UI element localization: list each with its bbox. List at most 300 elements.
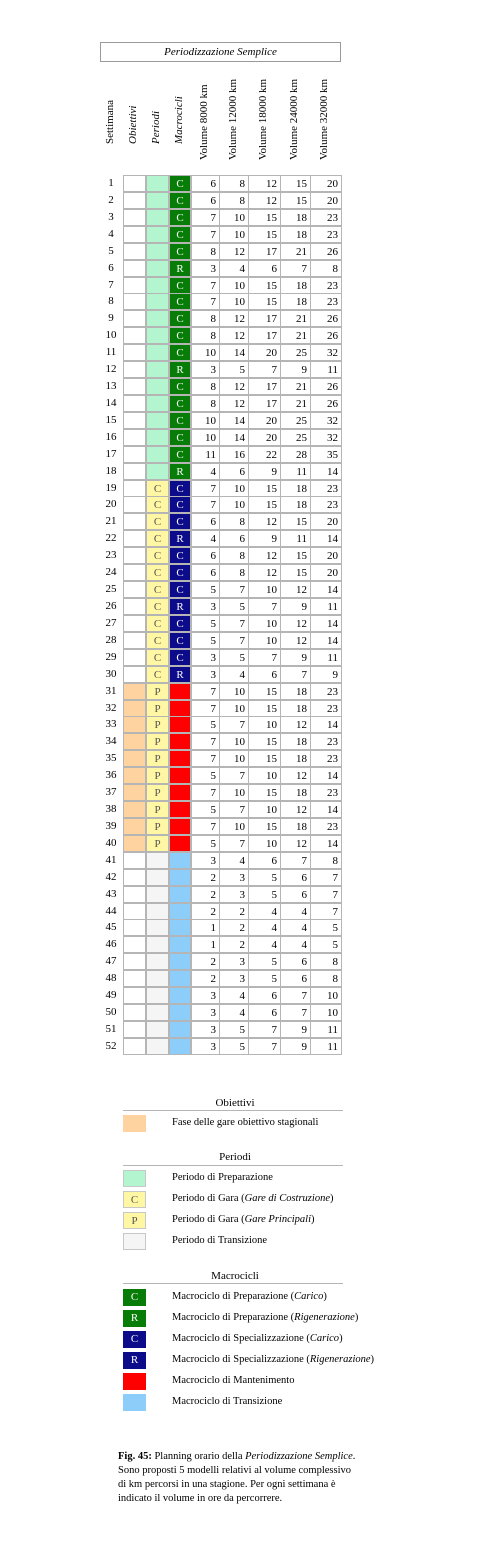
objective-cell — [123, 716, 146, 733]
volume-cell: 10 — [311, 1004, 342, 1021]
objective-cell — [123, 463, 146, 480]
volume-cell: 14 — [220, 429, 249, 446]
volume-cell: 14 — [311, 615, 342, 632]
volume-cell: 15 — [249, 293, 281, 310]
week-number: 52 — [105, 1039, 117, 1052]
legend-swatch: C — [123, 1191, 146, 1208]
volume-cell: 4 — [220, 666, 249, 683]
period-cell — [146, 412, 169, 429]
volume-cell: 5 — [249, 970, 281, 987]
objective-cell — [123, 344, 146, 361]
volume-cell: 18 — [281, 683, 311, 700]
volume-cell: 2 — [191, 953, 220, 970]
volume-cell: 7 — [191, 683, 220, 700]
volume-cell: 25 — [281, 412, 311, 429]
volume-cell: 25 — [281, 429, 311, 446]
volume-cell: 12 — [281, 767, 311, 784]
objective-cell — [123, 293, 146, 310]
volume-cell: 21 — [281, 395, 311, 412]
legend-swatch: C — [123, 1289, 146, 1306]
volume-cell: 5 — [191, 581, 220, 598]
volume-cell: 23 — [311, 293, 342, 310]
volume-cell: 2 — [191, 886, 220, 903]
macrocycle-cell — [169, 903, 191, 920]
volume-cell: 10 — [220, 277, 249, 294]
volume-cell: 16 — [220, 446, 249, 463]
volume-cell: 6 — [281, 869, 311, 886]
period-cell: C — [146, 480, 169, 497]
volume-cell: 7 — [220, 716, 249, 733]
volume-cell: 3 — [191, 987, 220, 1004]
volume-cell: 3 — [220, 953, 249, 970]
period-cell — [146, 429, 169, 446]
volume-cell: 5 — [191, 801, 220, 818]
volume-cell: 7 — [191, 496, 220, 513]
volume-cell: 18 — [281, 733, 311, 750]
volume-cell: 26 — [311, 310, 342, 327]
volume-cell: 9 — [281, 649, 311, 666]
volume-cell: 17 — [249, 310, 281, 327]
macrocycle-cell — [169, 767, 191, 784]
volume-cell: 1 — [191, 936, 220, 953]
volume-cell: 23 — [311, 733, 342, 750]
volume-cell: 7 — [191, 293, 220, 310]
objective-cell — [123, 970, 146, 987]
header-volume-32000: Volume 32000 km — [318, 78, 330, 160]
macrocycle-cell: C — [169, 615, 191, 632]
period-cell — [146, 344, 169, 361]
volume-cell: 8 — [220, 547, 249, 564]
macrocycle-cell: R — [169, 463, 191, 480]
macrocycle-cell: R — [169, 361, 191, 378]
volume-cell: 12 — [220, 310, 249, 327]
objective-cell — [123, 835, 146, 852]
volume-cell: 7 — [220, 615, 249, 632]
week-number: 32 — [105, 701, 117, 714]
header-volume-18000: Volume 18000 km — [257, 78, 269, 160]
objective-cell — [123, 649, 146, 666]
volume-cell: 18 — [281, 293, 311, 310]
objective-cell — [123, 632, 146, 649]
volume-cell: 35 — [311, 446, 342, 463]
volume-cell: 5 — [249, 953, 281, 970]
objective-cell — [123, 496, 146, 513]
volume-cell: 20 — [249, 344, 281, 361]
week-number: 15 — [105, 413, 117, 426]
macrocycle-cell: C — [169, 293, 191, 310]
volume-cell: 15 — [249, 700, 281, 717]
volume-cell: 8 — [191, 378, 220, 395]
volume-cell: 7 — [249, 361, 281, 378]
week-number: 31 — [105, 684, 117, 697]
week-number: 38 — [105, 803, 117, 816]
legend-text-a: Periodo di Gara ( — [172, 1193, 245, 1204]
legend-text-italic: Gare Principali — [244, 1214, 312, 1225]
volume-cell: 20 — [249, 429, 281, 446]
volume-cell: 11 — [281, 463, 311, 480]
volume-cell: 20 — [311, 564, 342, 581]
period-cell — [146, 327, 169, 344]
volume-cell: 10 — [249, 767, 281, 784]
volume-cell: 23 — [311, 750, 342, 767]
legend-text-italic: Rigenerazione — [309, 1354, 371, 1365]
period-cell: P — [146, 767, 169, 784]
period-cell: P — [146, 683, 169, 700]
volume-cell: 12 — [281, 801, 311, 818]
objective-cell — [123, 243, 146, 260]
volume-cell: 6 — [191, 175, 220, 192]
volume-cell: 7 — [220, 835, 249, 852]
volume-cell: 4 — [191, 530, 220, 547]
caption-figure-label: Fig. 45: — [118, 1451, 152, 1462]
period-cell: C — [146, 632, 169, 649]
volume-cell: 6 — [249, 987, 281, 1004]
volume-cell: 14 — [311, 530, 342, 547]
volume-cell: 17 — [249, 243, 281, 260]
volume-cell: 23 — [311, 683, 342, 700]
period-cell — [146, 463, 169, 480]
macrocycle-cell — [169, 1021, 191, 1038]
volume-cell: 10 — [220, 293, 249, 310]
volume-cell: 8 — [220, 175, 249, 192]
volume-cell: 12 — [220, 378, 249, 395]
volume-cell: 6 — [220, 463, 249, 480]
macrocycle-cell — [169, 784, 191, 801]
volume-cell: 7 — [311, 886, 342, 903]
volume-cell: 5 — [191, 716, 220, 733]
period-cell — [146, 310, 169, 327]
macrocycle-cell — [169, 750, 191, 767]
header-week: Settimana — [104, 100, 116, 144]
macrocycle-cell: C — [169, 243, 191, 260]
objective-cell — [123, 869, 146, 886]
volume-cell: 10 — [220, 750, 249, 767]
period-cell — [146, 395, 169, 412]
week-number: 43 — [105, 887, 117, 900]
objective-cell — [123, 767, 146, 784]
volume-cell: 11 — [281, 530, 311, 547]
volume-cell: 6 — [281, 953, 311, 970]
week-number: 48 — [105, 972, 117, 985]
objective-cell — [123, 666, 146, 683]
volume-cell: 4 — [220, 1004, 249, 1021]
legend-item-text — [172, 1396, 282, 1407]
week-number: 2 — [108, 193, 114, 206]
volume-cell: 15 — [249, 480, 281, 497]
volume-cell: 11 — [311, 1038, 342, 1055]
volume-cell: 4 — [220, 987, 249, 1004]
objective-cell — [123, 547, 146, 564]
volume-cell: 3 — [191, 260, 220, 277]
week-number: 11 — [105, 346, 117, 359]
volume-cell: 8 — [311, 970, 342, 987]
macrocycle-cell: C — [169, 446, 191, 463]
objective-cell — [123, 1004, 146, 1021]
week-number: 35 — [105, 752, 117, 765]
week-number: 47 — [105, 955, 117, 968]
volume-cell: 3 — [191, 852, 220, 869]
objective-cell — [123, 598, 146, 615]
header-macro: Macrocicli — [173, 96, 185, 144]
macrocycle-cell — [169, 970, 191, 987]
objective-cell — [123, 987, 146, 1004]
objective-cell — [123, 226, 146, 243]
volume-cell: 2 — [191, 869, 220, 886]
macrocycle-cell: C — [169, 581, 191, 598]
volume-cell: 9 — [249, 463, 281, 480]
volume-cell: 17 — [249, 378, 281, 395]
volume-cell: 4 — [249, 936, 281, 953]
macrocycle-cell: C — [169, 429, 191, 446]
legend-item-text — [172, 1333, 343, 1344]
legend-text-b: ) — [329, 1193, 334, 1204]
volume-cell: 11 — [311, 649, 342, 666]
legend-text-italic: Carico — [294, 1291, 324, 1302]
volume-cell: 12 — [281, 835, 311, 852]
volume-cell: 4 — [249, 919, 281, 936]
volume-cell: 20 — [311, 547, 342, 564]
volume-cell: 10 — [191, 344, 220, 361]
period-cell — [146, 852, 169, 869]
period-cell — [146, 378, 169, 395]
legend-swatch — [123, 1233, 146, 1250]
volume-cell: 10 — [249, 716, 281, 733]
macrocycle-cell: R — [169, 530, 191, 547]
week-number: 19 — [105, 481, 117, 494]
period-cell — [146, 953, 169, 970]
week-number: 9 — [108, 312, 114, 325]
macrocycle-cell — [169, 716, 191, 733]
week-number: 44 — [105, 904, 117, 917]
period-cell — [146, 361, 169, 378]
legend-item-text — [172, 1214, 315, 1225]
volume-cell: 10 — [220, 818, 249, 835]
volume-cell: 7 — [220, 767, 249, 784]
volume-cell: 10 — [191, 429, 220, 446]
period-cell — [146, 446, 169, 463]
week-number: 39 — [105, 819, 117, 832]
volume-cell: 22 — [249, 446, 281, 463]
legend-text-a: Macrociclo di Specializzazione ( — [172, 1354, 310, 1365]
volume-cell: 23 — [311, 784, 342, 801]
macrocycle-cell: C — [169, 513, 191, 530]
volume-cell: 7 — [249, 598, 281, 615]
volume-cell: 10 — [220, 480, 249, 497]
volume-cell: 9 — [281, 361, 311, 378]
objective-cell — [123, 581, 146, 598]
volume-cell: 11 — [311, 1021, 342, 1038]
volume-cell: 5 — [220, 1038, 249, 1055]
period-cell: C — [146, 513, 169, 530]
volume-cell: 6 — [220, 530, 249, 547]
macrocycle-cell: C — [169, 496, 191, 513]
volume-cell: 7 — [220, 581, 249, 598]
volume-cell: 21 — [281, 243, 311, 260]
volume-cell: 10 — [249, 581, 281, 598]
volume-cell: 7 — [281, 1004, 311, 1021]
volume-cell: 23 — [311, 480, 342, 497]
legend-text-a: Macrociclo di Preparazione ( — [172, 1291, 295, 1302]
volume-cell: 7 — [281, 852, 311, 869]
objective-cell — [123, 192, 146, 209]
macrocycle-cell: R — [169, 598, 191, 615]
volume-cell: 12 — [220, 243, 249, 260]
objective-cell — [123, 615, 146, 632]
macrocycle-cell: C — [169, 175, 191, 192]
volume-cell: 23 — [311, 226, 342, 243]
volume-cell: 11 — [191, 446, 220, 463]
volume-cell: 12 — [249, 547, 281, 564]
volume-cell: 23 — [311, 818, 342, 835]
volume-cell: 14 — [220, 344, 249, 361]
volume-cell: 15 — [249, 277, 281, 294]
volume-cell: 20 — [311, 175, 342, 192]
objective-cell — [123, 903, 146, 920]
legend-divider — [123, 1283, 343, 1284]
volume-cell: 10 — [220, 209, 249, 226]
volume-cell: 15 — [249, 750, 281, 767]
volume-cell: 8 — [191, 327, 220, 344]
period-cell — [146, 260, 169, 277]
period-cell: P — [146, 733, 169, 750]
week-number: 40 — [105, 836, 117, 849]
volume-cell: 3 — [220, 869, 249, 886]
volume-cell: 10 — [249, 801, 281, 818]
week-number: 4 — [108, 227, 114, 240]
macrocycle-cell — [169, 936, 191, 953]
legend-text-b: ) — [339, 1333, 343, 1344]
legend-text-b: ) — [354, 1312, 359, 1323]
week-number: 13 — [105, 380, 117, 393]
macrocycle-cell — [169, 835, 191, 852]
period-cell — [146, 987, 169, 1004]
volume-cell: 25 — [281, 344, 311, 361]
macrocycle-cell — [169, 1038, 191, 1055]
objective-cell — [123, 564, 146, 581]
volume-cell: 14 — [311, 716, 342, 733]
period-cell: C — [146, 666, 169, 683]
period-cell — [146, 970, 169, 987]
volume-cell: 5 — [311, 936, 342, 953]
period-cell: C — [146, 496, 169, 513]
volume-cell: 5 — [191, 767, 220, 784]
legend-text-italic: Gare di Costruzione — [244, 1193, 330, 1204]
legend-item-text — [172, 1354, 374, 1365]
objective-cell — [123, 886, 146, 903]
volume-cell: 6 — [249, 852, 281, 869]
volume-cell: 18 — [281, 209, 311, 226]
period-cell — [146, 1038, 169, 1055]
macrocycle-cell: C — [169, 632, 191, 649]
period-cell — [146, 293, 169, 310]
volume-cell: 3 — [191, 361, 220, 378]
volume-cell: 3 — [191, 1004, 220, 1021]
volume-cell: 15 — [249, 226, 281, 243]
figure-caption — [118, 1450, 358, 1506]
volume-cell: 18 — [281, 700, 311, 717]
period-cell: C — [146, 598, 169, 615]
legend-swatch — [123, 1394, 146, 1411]
caption-text-italic: Periodizzazione Semplice — [245, 1451, 353, 1462]
volume-cell: 7 — [249, 1038, 281, 1055]
header-volume-24000: Volume 24000 km — [288, 78, 300, 160]
volume-cell: 8 — [311, 852, 342, 869]
volume-cell: 7 — [191, 750, 220, 767]
volume-cell: 12 — [281, 615, 311, 632]
volume-cell: 9 — [311, 666, 342, 683]
volume-cell: 7 — [191, 277, 220, 294]
volume-cell: 7 — [311, 869, 342, 886]
macrocycle-cell — [169, 987, 191, 1004]
volume-cell: 15 — [249, 683, 281, 700]
objective-cell — [123, 361, 146, 378]
objective-cell — [123, 1038, 146, 1055]
legend-text-italic: Carico — [309, 1333, 340, 1344]
week-number: 17 — [105, 447, 117, 460]
objective-cell — [123, 310, 146, 327]
macrocycle-cell — [169, 700, 191, 717]
objective-cell — [123, 784, 146, 801]
week-number: 6 — [108, 261, 114, 274]
legend-text-a: Periodo di Transizione — [172, 1235, 268, 1246]
objective-cell — [123, 750, 146, 767]
week-number: 36 — [105, 769, 117, 782]
period-cell: P — [146, 801, 169, 818]
week-number: 28 — [105, 633, 117, 646]
volume-cell: 2 — [191, 970, 220, 987]
legend-divider — [123, 1165, 343, 1166]
objective-cell — [123, 953, 146, 970]
period-cell: P — [146, 784, 169, 801]
volume-cell: 4 — [249, 903, 281, 920]
volume-cell: 11 — [311, 598, 342, 615]
volume-cell: 7 — [281, 987, 311, 1004]
objective-cell — [123, 327, 146, 344]
macrocycle-cell — [169, 733, 191, 750]
volume-cell: 5 — [220, 598, 249, 615]
volume-cell: 2 — [220, 936, 249, 953]
macrocycle-cell: R — [169, 666, 191, 683]
volume-cell: 7 — [220, 801, 249, 818]
week-number: 49 — [105, 989, 117, 1002]
volume-cell: 8 — [191, 243, 220, 260]
volume-cell: 10 — [220, 784, 249, 801]
volume-cell: 1 — [191, 919, 220, 936]
volume-cell: 6 — [281, 886, 311, 903]
period-cell: C — [146, 530, 169, 547]
volume-cell: 4 — [281, 936, 311, 953]
volume-cell: 20 — [311, 192, 342, 209]
volume-cell: 14 — [220, 412, 249, 429]
week-number: 34 — [105, 735, 117, 748]
volume-cell: 7 — [191, 818, 220, 835]
volume-cell: 10 — [249, 615, 281, 632]
volume-cell: 12 — [281, 716, 311, 733]
volume-cell: 15 — [249, 496, 281, 513]
legend-text-b: ) — [370, 1354, 375, 1365]
volume-cell: 6 — [249, 666, 281, 683]
volume-cell: 12 — [249, 513, 281, 530]
volume-cell: 9 — [281, 1038, 311, 1055]
volume-cell: 10 — [220, 496, 249, 513]
legend-item-text — [172, 1312, 358, 1323]
period-cell: P — [146, 716, 169, 733]
legend-swatch: C — [123, 1331, 146, 1348]
volume-cell: 3 — [191, 1038, 220, 1055]
volume-cell: 5 — [249, 869, 281, 886]
volume-cell: 7 — [281, 666, 311, 683]
macrocycle-cell: C — [169, 378, 191, 395]
